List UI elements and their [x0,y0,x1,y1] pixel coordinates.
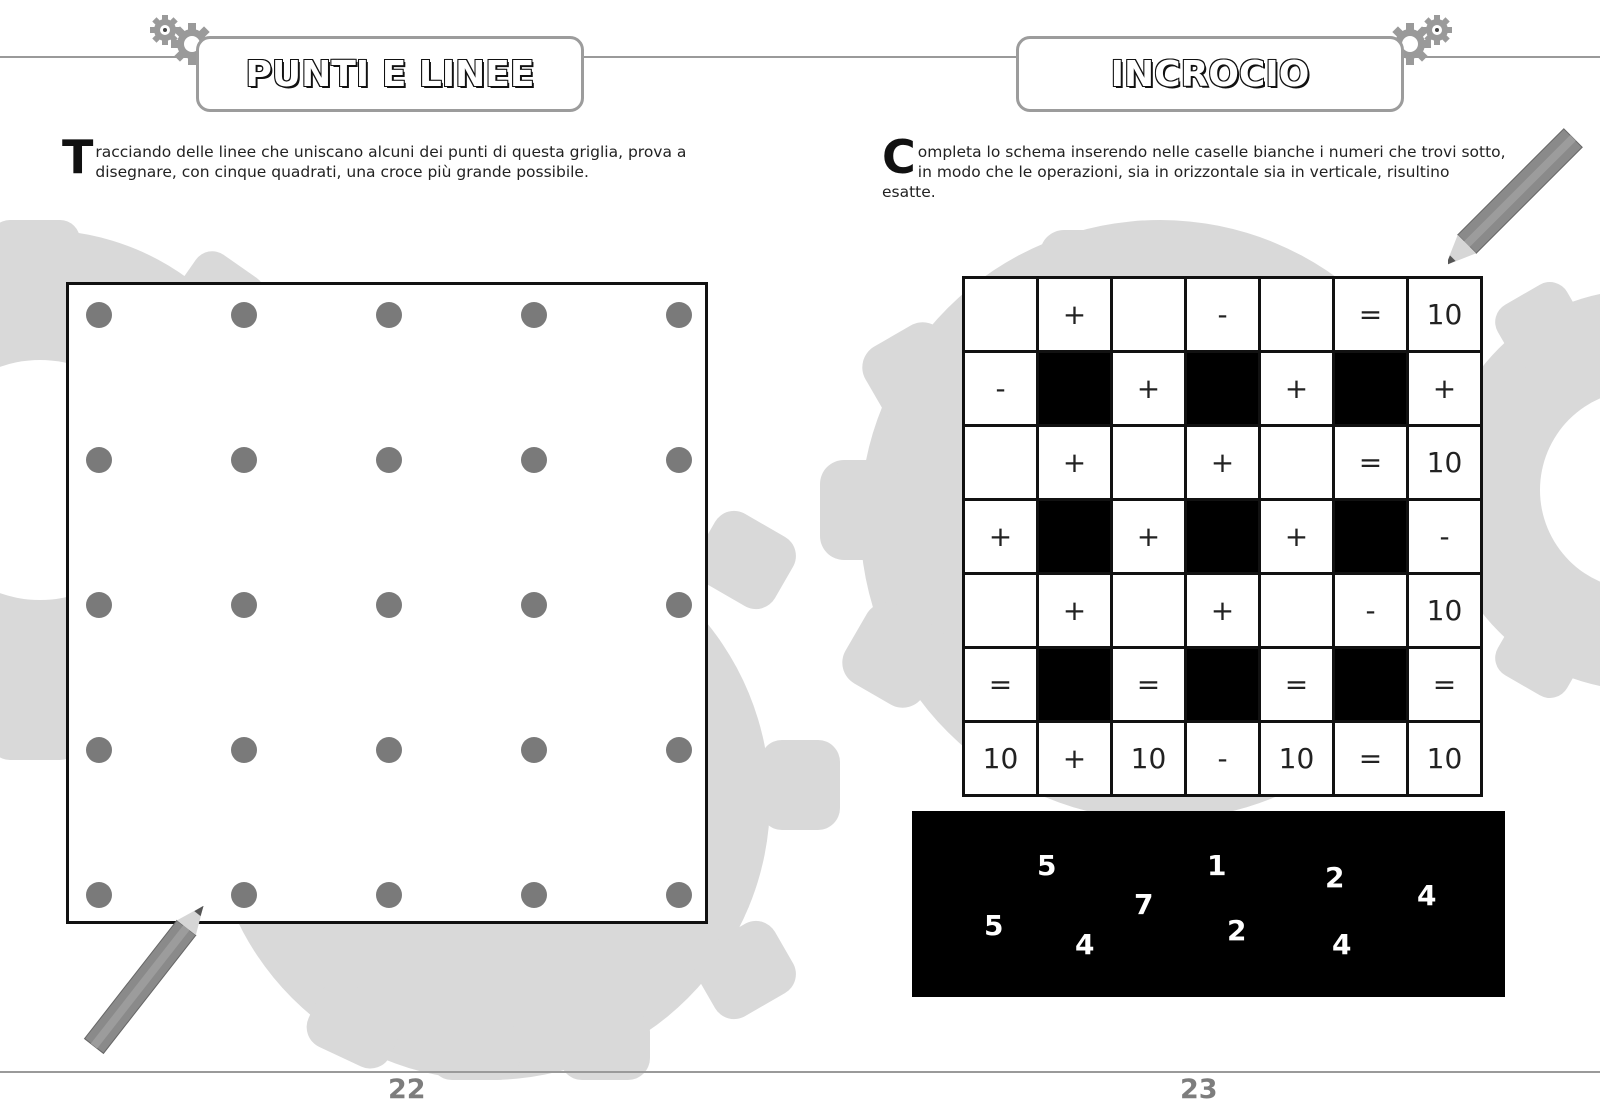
grid-cell: + [1186,574,1260,648]
grid-dot[interactable] [376,447,402,473]
grid-cell-black [1334,648,1408,722]
dot-grid-board [66,282,708,924]
grid-dot[interactable] [231,592,257,618]
grid-cell: 10 [1408,426,1482,500]
grid-cell-empty[interactable] [1260,278,1334,352]
grid-cell: = [964,648,1038,722]
grid-cell: + [1186,426,1260,500]
grid-dot[interactable] [521,882,547,908]
grid-cell: = [1112,648,1186,722]
grid-dot[interactable] [666,447,692,473]
grid-row [964,574,1482,648]
grid-cell: 10 [1408,278,1482,352]
grid-cell: 10 [1408,722,1482,796]
grid-dot[interactable] [521,302,547,328]
grid-cell: - [1186,278,1260,352]
grid-cell-black [1334,500,1408,574]
number-tile: 4 [1075,928,1095,961]
grid-cell: - [1186,722,1260,796]
grid-dot[interactable] [666,302,692,328]
pencil-icon-right [1448,128,1588,278]
grid-cell: + [1408,352,1482,426]
grid-dot[interactable] [231,737,257,763]
number-tile: 4 [1332,928,1352,961]
grid-cell-black [1186,648,1260,722]
grid-dot[interactable] [376,737,402,763]
grid-cell-black [1186,352,1260,426]
grid-cell-empty[interactable] [1260,426,1334,500]
grid-row [964,278,1482,352]
number-tile: 2 [1227,914,1247,947]
grid-cell: = [1334,722,1408,796]
grid-dot[interactable] [521,447,547,473]
grid-row [964,648,1482,722]
grid-cell-black [1038,352,1112,426]
grid-cell: 10 [1408,574,1482,648]
grid-cell-black [1038,500,1112,574]
grid-dot[interactable] [86,882,112,908]
grid-dot[interactable] [231,302,257,328]
grid-dot[interactable] [666,882,692,908]
grid-dot[interactable] [86,447,112,473]
grid-row [964,500,1482,574]
grid-dot[interactable] [666,737,692,763]
grid-dot[interactable] [521,737,547,763]
grid-cell-empty[interactable] [964,278,1038,352]
grid-cell: + [1260,500,1334,574]
grid-dot[interactable] [231,447,257,473]
number-tile: 5 [984,909,1004,942]
grid-row [964,722,1482,796]
footer-rule [0,1071,1600,1073]
header-rule-center [580,56,1020,58]
left-title-box [196,36,584,112]
grid-cell: + [1038,278,1112,352]
right-page-title: INCROCIO [1110,53,1310,95]
right-dropcap: C [882,130,916,184]
grid-cell: = [1334,426,1408,500]
crossword-grid [962,276,1483,797]
pencil-icon-left [74,906,204,1056]
grid-cell: 10 [1260,722,1334,796]
left-page-number: 22 [388,1074,426,1105]
grid-cell: + [1038,426,1112,500]
number-tile: 7 [1134,888,1154,921]
grid-dot[interactable] [86,592,112,618]
grid-cell: - [1408,500,1482,574]
number-tile: 5 [1037,849,1057,882]
grid-cell: = [1334,278,1408,352]
grid-cell: 10 [964,722,1038,796]
grid-cell: + [1038,722,1112,796]
grid-cell-empty[interactable] [964,426,1038,500]
numbers-box [912,811,1505,997]
grid-cell-empty[interactable] [1112,574,1186,648]
grid-dot[interactable] [376,592,402,618]
grid-cell: = [1260,648,1334,722]
grid-dot[interactable] [376,302,402,328]
grid-cell: + [1112,500,1186,574]
number-tile: 1 [1207,849,1227,882]
grid-cell: - [1334,574,1408,648]
grid-row [964,426,1482,500]
grid-dot[interactable] [521,592,547,618]
left-instructions [62,130,702,184]
grid-cell: = [1408,648,1482,722]
grid-cell-empty[interactable] [1112,278,1186,352]
grid-cell-black [1038,648,1112,722]
left-page-title: PUNTI E LINEE [245,53,535,95]
grid-dot[interactable] [666,592,692,618]
left-instruction-text: racciando delle linee che uniscano alcuni dei punti di questa griglia, prova a disegnare, con cinque quadrati, una croce più grande possibile. [95,143,687,181]
grid-dot[interactable] [86,737,112,763]
grid-cell: + [1038,574,1112,648]
grid-cell: + [1260,352,1334,426]
right-title-box [1016,36,1404,112]
grid-cell-empty[interactable] [964,574,1038,648]
left-dropcap: T [62,130,94,184]
grid-dot[interactable] [376,882,402,908]
grid-cell: + [1112,352,1186,426]
grid-cell-black [1334,352,1408,426]
number-tile: 4 [1417,879,1437,912]
grid-cell: + [964,500,1038,574]
grid-cell: 10 [1112,722,1186,796]
grid-dot[interactable] [231,882,257,908]
grid-cell: - [964,352,1038,426]
right-page-number: 23 [1180,1074,1218,1105]
right-instructions [882,130,1507,202]
grid-cell-black [1186,500,1260,574]
grid-cell-empty[interactable] [1112,426,1186,500]
right-instruction-text: ompleta lo schema inserendo nelle caselle bianche i numeri che trovi sotto, in modo che le operazioni, sia in orizzontale sia in verticale, risultino esatte. [882,143,1506,201]
grid-cell-empty[interactable] [1260,574,1334,648]
grid-dot[interactable] [86,302,112,328]
grid-row [964,352,1482,426]
number-tile: 2 [1325,861,1345,894]
